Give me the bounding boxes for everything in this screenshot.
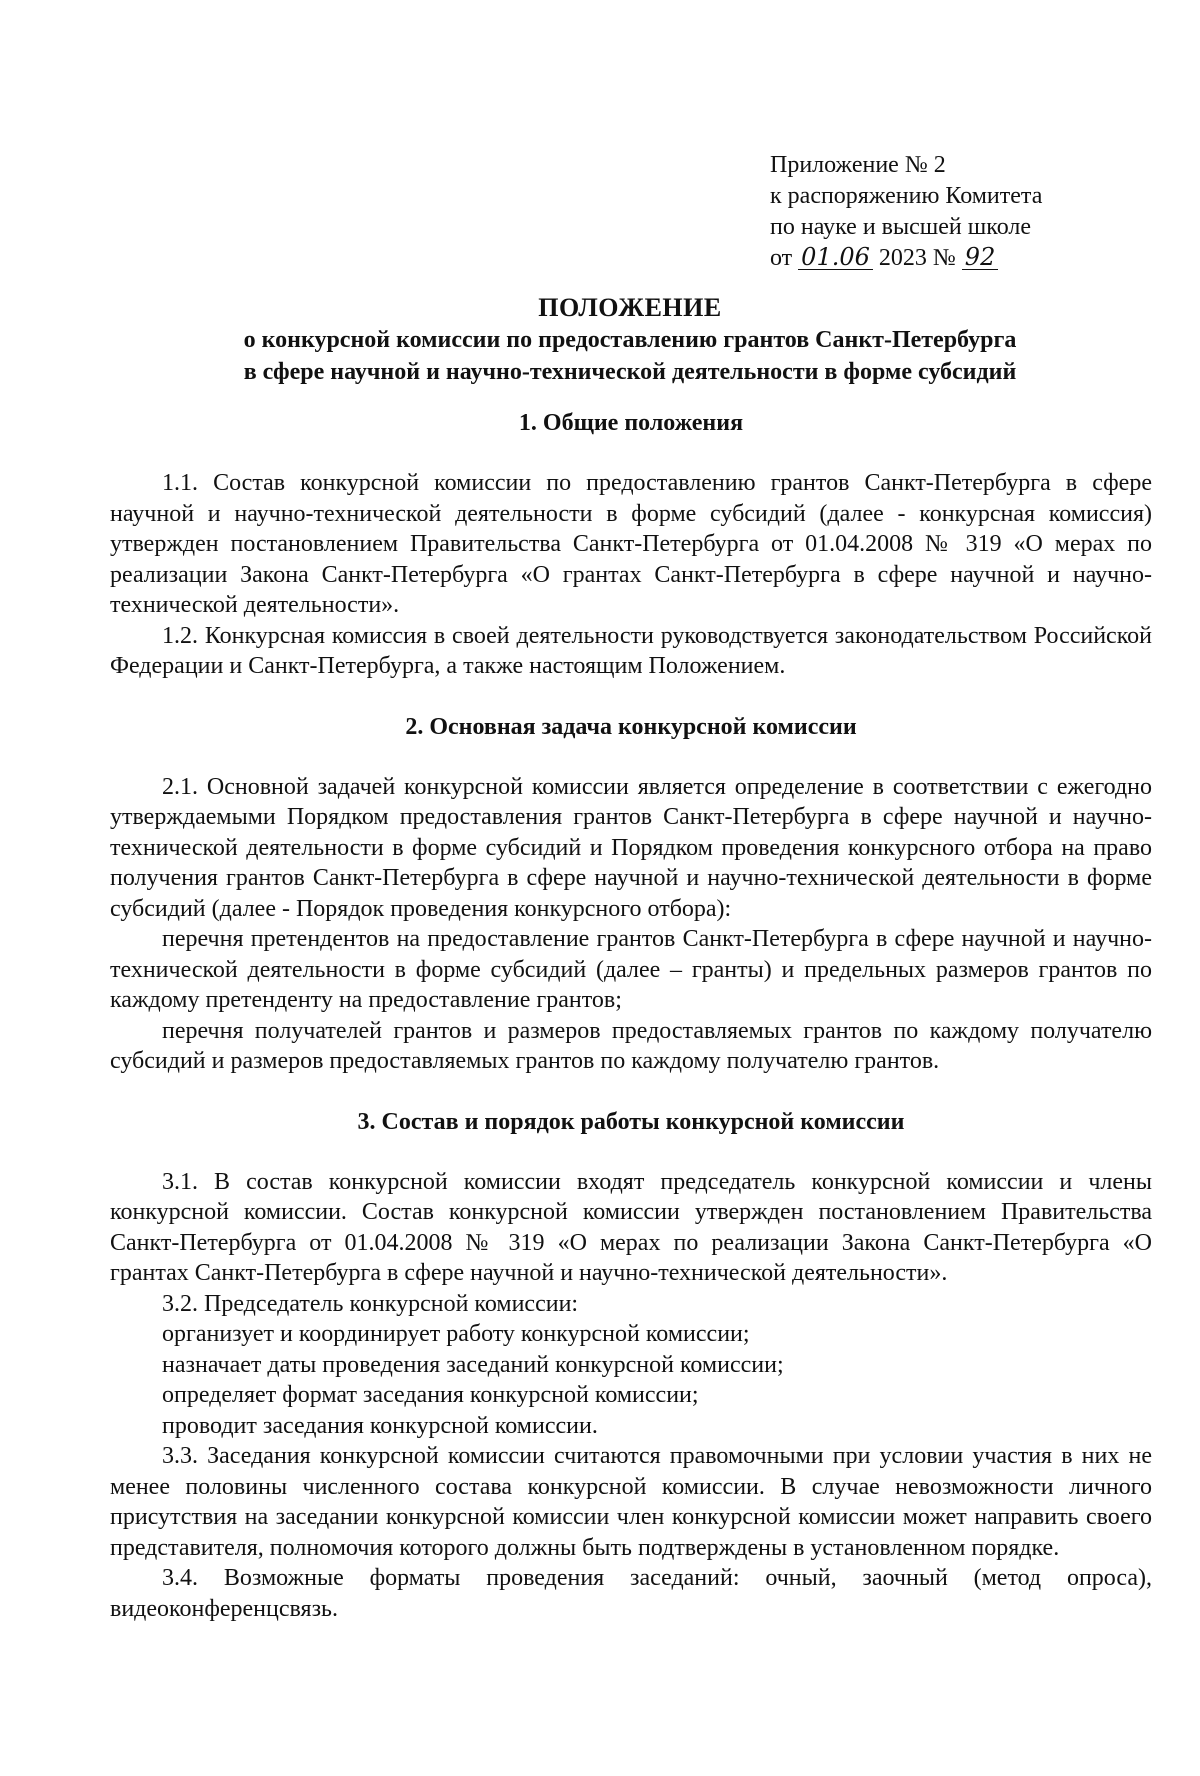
paragraph: 3.3. Заседания конкурсной комиссии считаются правомочными при условии участия в них не менее половины численного состава конкурсной комиссии. В случае невозможности личного присутствия на заседании конкурсной комиссии член конкурсной комиссии может направить своего представителя, полномочия которого должны быть подтверждены в установленном порядке. [110, 1443, 1152, 1561]
paragraph: 1.2. Конкурсная комиссия в своей деятельности руководствуется законодательством Российской Федерации и Санкт-Петербурга, а также настоящим Положением. [110, 622, 1152, 679]
attachment-committee: по науке и высшей школе [770, 214, 1031, 240]
paragraph: 3.1. В состав конкурсной комиссии входят председатель конкурсной комиссии и члены конкурсной комиссии. Состав конкурсной комиссии утвержден постановлением Правительства Санкт-Петербурга от 01.04.2008 № 319 «О мерах по реализации Закона Санкт-Петербурга «О грантах Санкт-Петербурга в сфере научной и научно-технической деятельности». [110, 1168, 1152, 1286]
section-heading: 3. Состав и порядок работы конкурсной комиссии [357, 1108, 905, 1135]
paragraph: 3.2. Председатель конкурсной комиссии: [162, 1290, 579, 1317]
section-heading: 2. Основная задача конкурсной комиссии [405, 713, 857, 740]
list-item: определяет формат заседания конкурсной комиссии; [162, 1382, 699, 1408]
attachment-date-line [770, 243, 1100, 274]
document-title: ПОЛОЖЕНИЕ [538, 293, 722, 322]
date-prefix: от [770, 245, 793, 271]
section-heading: 1. Общие положения [518, 410, 744, 436]
attachment-note [770, 150, 1100, 274]
document-body [110, 408, 1152, 1624]
paragraph: 1.1. Состав конкурсной комиссии по предоставлению грантов Санкт-Петербурга в сфере научной и научно-технической деятельности в форме субсидий (далее - конкурсная комиссия) утвержден постановлением Правительства Санкт-Петербурга от 01.04.2008 № 319 «О мерах по реализации Закона Санкт-Петербурга «О грантах Санкт-Петербурга в сфере научной и научно-технической деятельности». [110, 470, 1152, 618]
paragraph: перечня претендентов на предоставление грантов Санкт-Петербурга в сфере научной и научно-технической деятельности в форме субсидий (далее – гранты) и предельных размеров грантов по каждому претенденту на предоставление грантов; [110, 926, 1152, 1013]
paragraph: перечня получателей грантов и размеров предоставляемых грантов по каждому получателю субсидий и размеров предоставляемых грантов по каждому получателю грантов. [110, 1017, 1152, 1074]
document-subtitle-line: в сфере научной и научно-технической деятельности в форме субсидий [243, 359, 1017, 385]
handwritten-date: 01.06 [798, 245, 873, 270]
paragraph: 3.4. Возможные форматы проведения заседаний: очный, заочный (метод опроса), видеоконференцсвязь. [110, 1565, 1152, 1622]
list-item: проводит заседания конкурсной комиссии. [162, 1412, 598, 1439]
document-title-block [110, 292, 1150, 388]
year-and-number-sign: 2023 № [878, 245, 956, 271]
list-item: организует и координирует работу конкурсной комиссии; [162, 1321, 750, 1347]
paragraph: 2.1. Основной задачей конкурсной комиссии является определение в соответствии с ежегодно утверждаемыми Порядком предоставления грантов Санкт-Петербурга в сфере научной и научно-технической деятельности в форме субсидий и Порядком проведения конкурсного отбора на право получения грантов Санкт-Петербурга в сфере научной и научно-технической деятельности в форме субсидий (далее - Порядок проведения конкурсного отбора): [110, 773, 1152, 922]
attachment-number: Приложение № 2 [770, 152, 946, 178]
list-item: назначает даты проведения заседаний конкурсной комиссии; [162, 1351, 784, 1378]
handwritten-number: 92 [962, 245, 999, 270]
document-subtitle-line: о конкурсной комиссии по предоставлению грантов Санкт-Петербурга [243, 327, 1017, 353]
attachment-order-ref: к распоряжению Комитета [770, 183, 1043, 209]
